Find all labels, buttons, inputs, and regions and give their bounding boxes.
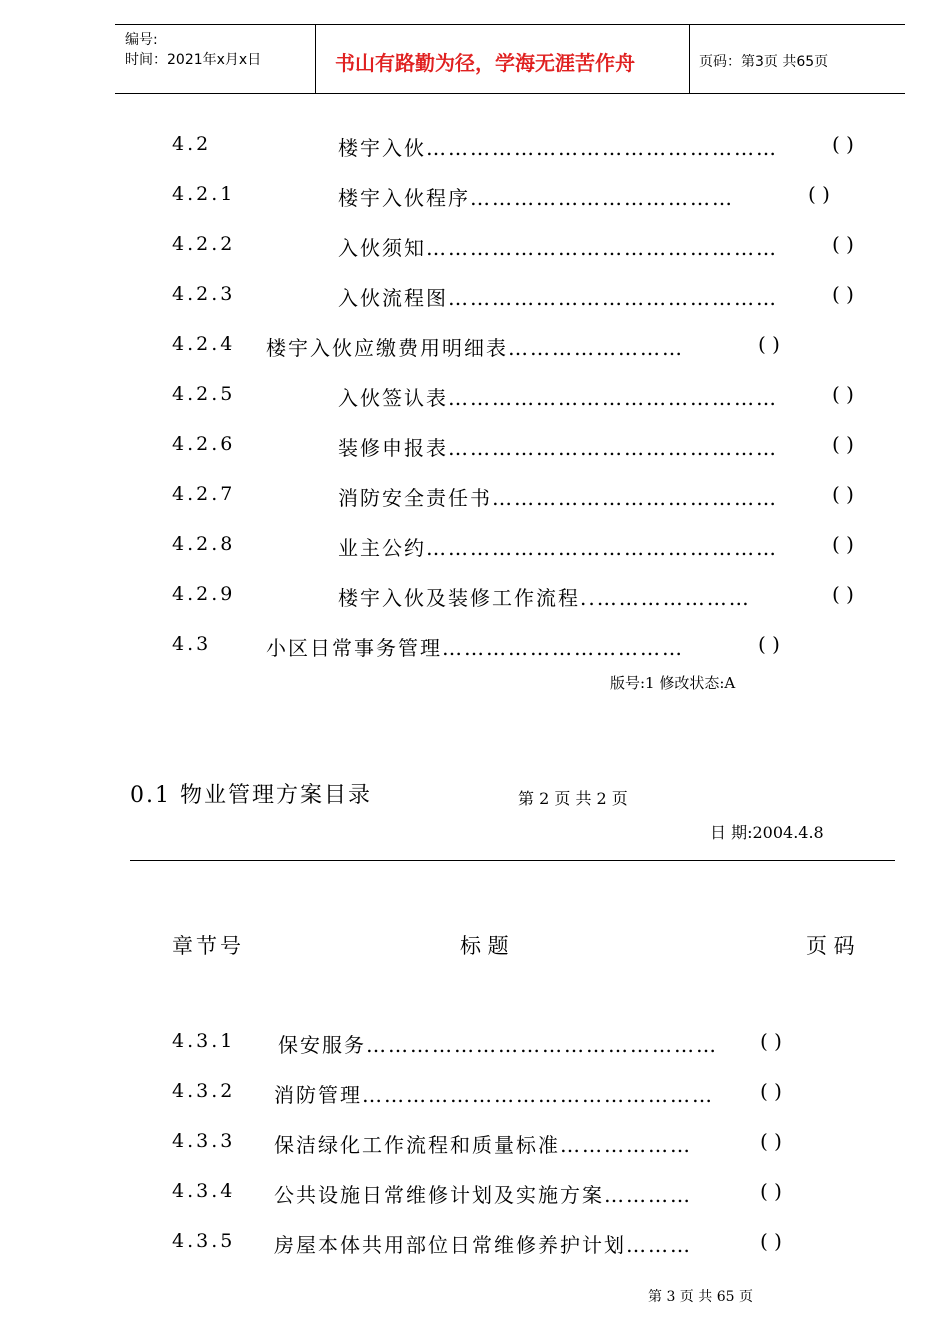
toc-title: 楼宇入伙应缴费用明细表…………………… (266, 336, 684, 360)
toc-title: 保安服务………………………………………… (278, 1033, 718, 1057)
toc-title: 入伙流程图……………………………………… (338, 286, 778, 310)
toc-page: ( ) (832, 232, 854, 256)
toc-num: 4.3.4 (172, 1180, 236, 1202)
column-chapter: 章节号 (172, 934, 244, 958)
toc-page: ( ) (760, 1179, 782, 1203)
toc-num: 4.2.9 (172, 583, 236, 605)
divider-line (130, 860, 895, 861)
toc-page: ( ) (758, 332, 780, 356)
toc-num: 4.2.1 (172, 183, 236, 205)
toc-num: 4.3 (172, 633, 212, 655)
toc-page: ( ) (832, 432, 854, 456)
serial-label: 编号: (125, 32, 158, 48)
toc-num: 4.2.8 (172, 533, 236, 555)
toc-page: ( ) (760, 1029, 782, 1053)
header-meta-cell (115, 25, 316, 93)
toc-num: 4.2.7 (172, 483, 236, 505)
toc-page: ( ) (832, 482, 854, 506)
toc-num: 4.2.4 (172, 333, 236, 355)
section-title: 0.1 物业管理方案目录 (130, 783, 372, 808)
toc-num: 4.2 (172, 133, 212, 155)
toc-title: 楼宇入伙及装修工作流程..………………… (338, 586, 751, 610)
toc-num: 4.3.5 (172, 1230, 236, 1252)
toc-page: ( ) (760, 1229, 782, 1253)
header-motto-cell (315, 25, 690, 93)
toc-page: ( ) (808, 182, 830, 206)
toc-page: ( ) (832, 282, 854, 306)
toc-page: ( ) (760, 1079, 782, 1103)
toc-title: 公共设施日常维修计划及实施方案………… (274, 1183, 692, 1207)
toc-title: 楼宇入伙程序……………………………… (338, 186, 734, 210)
toc-title: 装修申报表……………………………………… (338, 436, 778, 460)
column-title: 标 题 (460, 934, 509, 958)
toc-title: 消防管理………………………………………… (274, 1083, 714, 1107)
motto-text: 书山有路勤为径，学海无涯苦作舟 (335, 51, 635, 75)
toc-num: 4.2.2 (172, 233, 236, 255)
page-header (115, 24, 905, 94)
toc-title: 保洁绿化工作流程和质量标准……………… (274, 1133, 692, 1157)
toc-num: 4.3.2 (172, 1080, 236, 1102)
toc-title: 消防安全责任书………………………………… (338, 486, 778, 510)
toc-num: 4.2.5 (172, 383, 236, 405)
toc-num: 4.3.3 (172, 1130, 236, 1152)
toc-page: ( ) (760, 1129, 782, 1153)
toc-title: 房屋本体共用部位日常维修养护计划……… (274, 1233, 692, 1257)
toc-title: 小区日常事务管理…………………………… (266, 636, 684, 660)
page-footer: 第 3 页 共 65 页 (648, 1289, 753, 1305)
time-label: 时间：2021年x月x日 (125, 52, 262, 68)
toc-page: ( ) (832, 382, 854, 406)
toc-page: ( ) (832, 582, 854, 606)
toc-num: 4.3.1 (172, 1030, 236, 1052)
toc-title: 入伙须知………………………………………… (338, 236, 778, 260)
toc-num: 4.2.3 (172, 283, 236, 305)
toc-num: 4.2.6 (172, 433, 236, 455)
toc-title: 入伙签认表……………………………………… (338, 386, 778, 410)
header-page-cell (689, 25, 905, 93)
toc-title: 楼宇入伙………………………………………… (338, 136, 778, 160)
toc-page: ( ) (832, 532, 854, 556)
toc-page: ( ) (758, 632, 780, 656)
version-status: 版号:1 修改状态:A (610, 674, 736, 692)
page-count: 第 2 页 共 2 页 (518, 789, 628, 808)
toc-page: ( ) (832, 132, 854, 156)
date-line: 日 期:2004.4.8 (710, 823, 824, 842)
toc-title: 业主公约………………………………………… (338, 536, 778, 560)
page-info: 页码：第3页 共65页 (699, 54, 829, 70)
column-page: 页 码 (806, 934, 855, 958)
